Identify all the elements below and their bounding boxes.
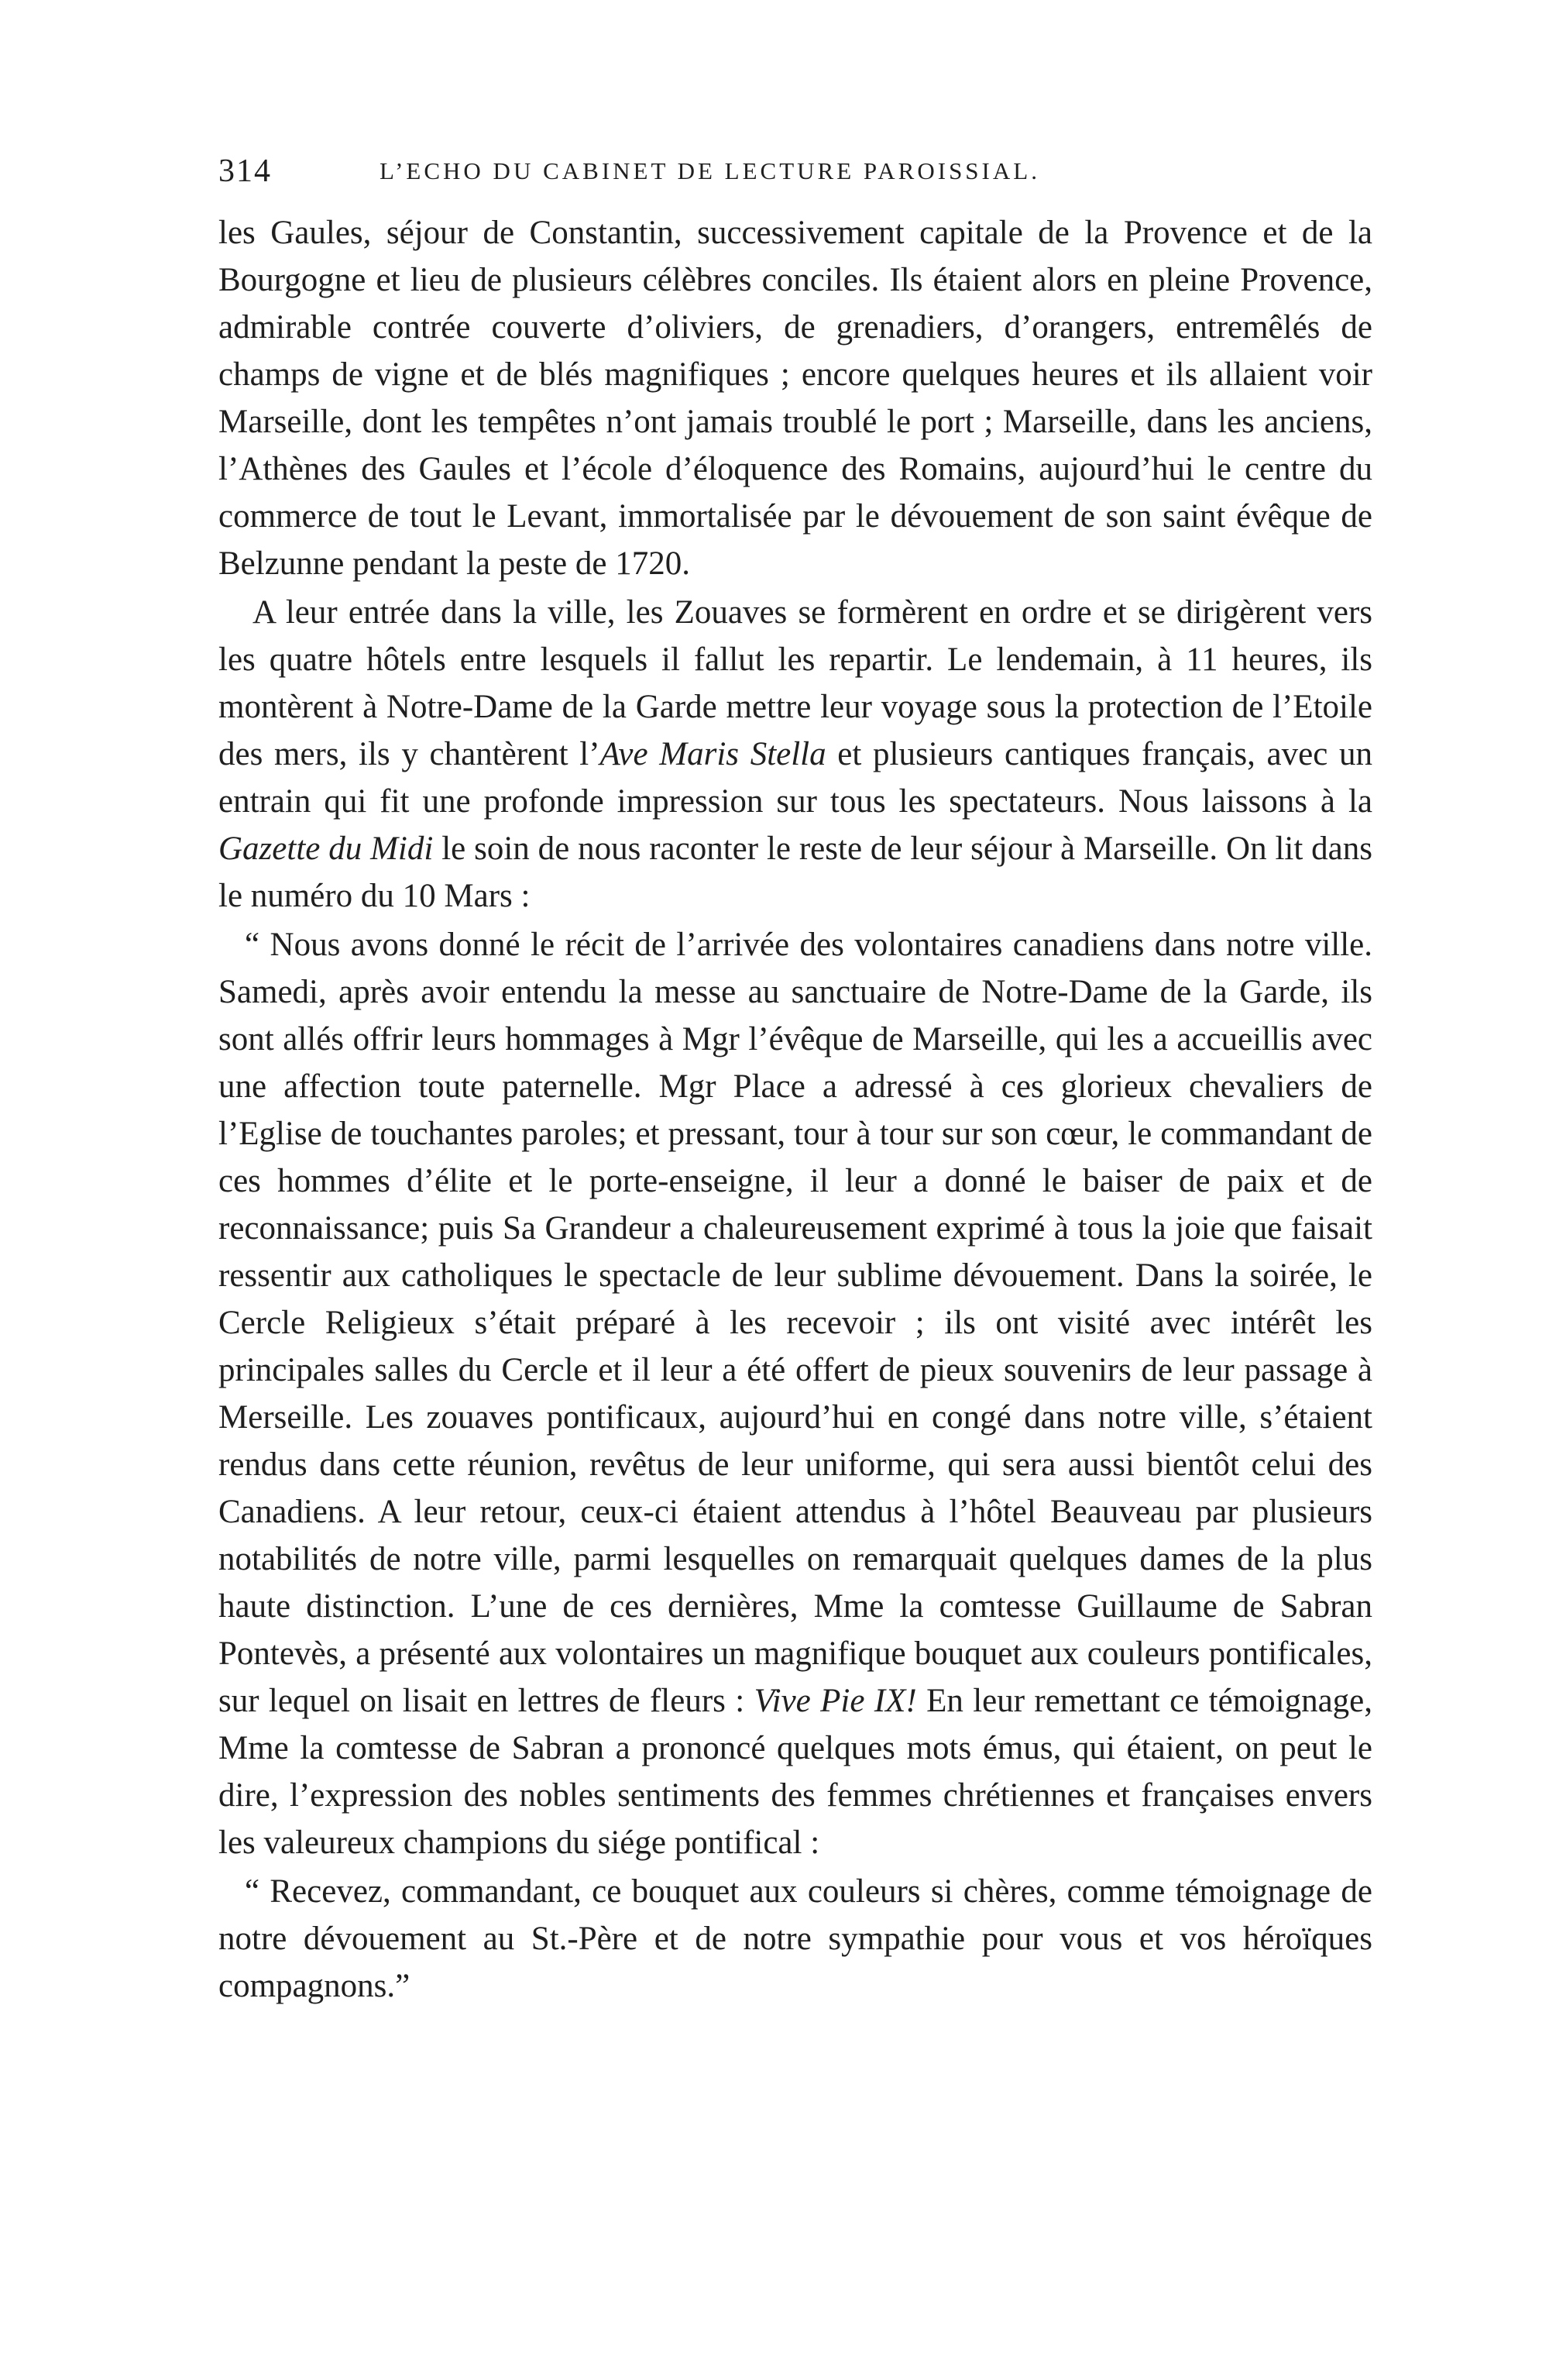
paragraph-1: les Gaules, séjour de Constantin, successivement capitale de la Provence et de la Bourgogne et lieu de plusieurs célèbres conciles. Ils étaient alors en pleine Provence, admirable contrée couverte d’oliviers, de grenadiers, d’orangers, entremêlés de champs de vigne et de blés magnifiques ; encore quelques heures et ils allaient voir Marseille, dont les tempêtes n’ont jamais troublé le port ; Marseille, dans les anciens, l’Athènes des Gaules et l’école d’éloquence des Romains, aujourd’hui le centre du commerce de tout le Levant, immortalisée par le dévouement de son saint évêque de Belzunne pendant la peste de 1720. [218,215,1372,582]
paragraph-3 [218,921,1372,1866]
flower-inscription: Vive Pie IX! [754,1683,917,1719]
paragraph-2-text-a: A leur entrée dans la ville, les Zouaves se formèrent en ordre et se dirigèrent vers les quatre hôtels entre lesquels il fallut les repartir. Le lendemain, à 11 heures, ils montèrent à Notre-Dame de la Garde mettre leur voyage sous la protection de l’Etoile des mers, ils y chantèrent l’ [218,594,1372,772]
paragraph-3-text-b: En leur remettant ce témoignage, Mme la comtesse de Sabran a prononcé quelques mots émus, qui étaient, on peut le dire, l’expression des nobles sentiments des femmes chrétiennes et françaises envers les valeureux champions du siége pontifical : [218,1683,1373,1861]
hymn-title: Ave Maris Stella [599,736,826,772]
page-number: 314 [218,153,272,189]
paragraph-4: “ Recevez, commandant, ce bouquet aux couleurs si chères, comme témoignage de notre dévouement au St.-Père et de notre sympathie pour vous et vos héroïques compagnons.” [218,1873,1372,2004]
paragraph-2 [218,589,1372,920]
body-text [218,209,1372,2011]
page-header [218,151,1372,198]
paragraph-2-text-c: le soin de nous raconter le reste de leur séjour à Marseille. On lit dans le numéro du 10 Mars : [218,831,1372,914]
paragraph-3-text-a: “ Nous avons donné le récit de l’arrivée des volontaires canadiens dans notre ville. Samedi, après avoir entendu la messe au sanctuaire de Notre-Dame de la Garde, ils sont allés offrir leurs hommages à Mgr l’évêque de Marseille, qui les a accueillis avec une affection toute paternelle. Mgr Place a adressé à ces glorieux chevaliers de l’Eglise de touchantes paroles; et pressant, tour à tour sur son cœur, le commandant de ces hommes d’élite et le porte-enseigne, il leur a donné le baiser de paix et de reconnaissance; puis Sa Grandeur a chaleureusement exprimé à tous la joie que faisait ressentir aux catholiques le spectacle de leur sublime dévouement. Dans la soirée, le Cercle Religieux s’était préparé à les recevoir ; ils ont visité avec intérêt les principales salles du Cercle et il leur a été offert de pieux souvenirs de leur passage à Merseille. Les zouaves pontificaux, aujourd’hui en congé dans notre ville, s’étaient rendus dans cette réunion, revêtus de leur uniforme, qui sera aussi bientôt celui des Canadiens. A leur retour, ceux-ci étaient attendus à l’hôtel Beauveau par plusieurs notabilités de notre ville, parmi lesquelles on remarquait quelques dames de la plus haute distinction. L’une de ces dernières, Mme la comtesse Guillaume de Sabran Pontevès, a présenté aux volontaires un magnifique bouquet aux couleurs pontificales, sur lequel on lisait en lettres de fleurs : [218,927,1372,1719]
running-title: L’ECHO DU CABINET DE LECTURE PAROISSIAL. [380,157,1040,184]
paragraph-2-text-b: et plusieurs cantiques français, avec un entrain qui fit une profonde impression sur tous les spectateurs. Nous laissons à la [218,736,1372,820]
newspaper-title: Gazette du Midi [218,831,434,867]
